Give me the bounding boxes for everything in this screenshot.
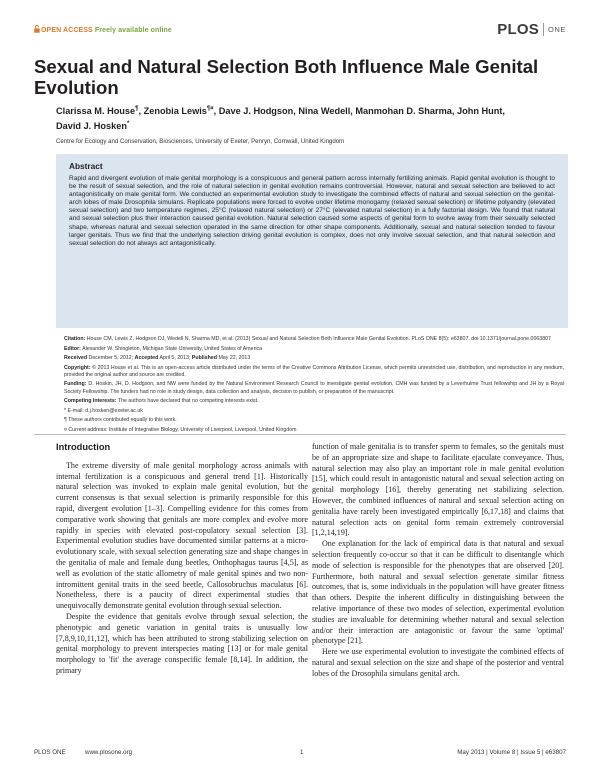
- journal-logo: [497, 21, 566, 38]
- open-access-label-2: ACCESS: [63, 27, 93, 34]
- body-column-left: [56, 442, 308, 677]
- abstract-heading: Abstract: [69, 161, 103, 171]
- corresponding-email: * E-mail: d.j.hosken@exeter.ac.uk: [64, 407, 143, 414]
- citation-label: Citation:: [64, 336, 86, 342]
- footer-journal: PLOS ONE: [34, 749, 66, 756]
- funding-label: Funding:: [64, 381, 87, 388]
- copyright-label: Copyright:: [64, 364, 91, 371]
- body-paragraph: One explanation for the lack of empirical data is that natural and sexual selection frequently co-occur so that it can be difficult to disentangle which mode of selection is responsible for the phenotypes that are observed [20]. Furthermore, both natural and sexual selection generate similar fitness outcomes, that is, some individuals in the population will have greater fitness than others. Despite the inherent difficulty in distinguishing between the relative importance of these two modes of selection, experimental evolution studies are invaluable for determining whether natural and sexual selection and/or their interaction are antagonistic or favour the same 'optimal' phenotype [21].: [312, 539, 564, 646]
- open-access-banner: [34, 25, 172, 35]
- author-name: Clarissa M. House: [56, 106, 136, 117]
- journal-section-label: ONE: [547, 25, 566, 34]
- page-number: 1: [300, 749, 304, 756]
- open-access-lock-icon: [34, 25, 40, 35]
- footer-url: www.plosone.org: [85, 749, 133, 756]
- equal-contribution-note: ¶ These authors contributed equally to this work.: [64, 417, 177, 424]
- received-label: Received: [64, 355, 88, 362]
- author-name: Manmohan D. Sharma: [355, 106, 452, 117]
- abstract-text: Rapid and divergent evolution of male genital morphology is a conspicuous and general pattern across internally fertilizing animals. Rapid genital evolution is thought to be the result of sexual selection, and the role of natural selection in genital evolution remains controversial. However, natural and sexual selection are believed to act antagonistically on male genital form. We conducted an experimental evolution study to investigate the combined effects of natural and sexual selection on the genital-arch lobes of male Drosophila simulans. Replicate populations were forced to evolve under lifetime monogamy (relaxed sexual selection) or lifetime polyandry (elevated sexual selection) and two temperature regimes, 25°C (relaxed natural selection) or 27°C (elevated natural selection) in a fully factorial design. We found that natural and sexual selection plus their interaction caused genital evolution. Natural selection caused some aspects of genital form to evolve away from their sexually selected shape, whereas natural and sexual selection operated in the same direction for other shape components. Additionally, sexual and natural selection tended to favour larger genitals. Thus we find that the underlying selection driving genital evolution is complex, does not only involve sexual selection, and that natural selection and sexual selection do not always act antagonistically.: [69, 175, 555, 247]
- copyright-text: © 2013 House et al. This is an open-access article distributed under the terms of the Creative Commons Attribution License, which permits unrestricted use, distribution, and reproduction in any medium, provided the original author and source are credited.: [64, 364, 564, 378]
- editor: [64, 346, 564, 353]
- page-footer: [34, 749, 566, 761]
- published-label: Published: [191, 355, 217, 362]
- copyright: [64, 365, 564, 379]
- editor-text: Alexander W. Shingleton, Michigan State University, United States of America: [82, 345, 263, 352]
- body-paragraph: The extreme diversity of male genital morphology across animals with internal fertilization is a conspicuous and general trend [1]. Historically natural selection was invoked to explain male genital evolution, but the current consensus is that sexual selection is primarily responsible for this rapid, divergent evolution [1–3]. Compelling evidence for this comes from comparative work showing that genitals are more complex and evolve more rapidly in species with elevated post-copulatory sexual selection [3]. Experimental evolution studies have documented similar patterns at a micro-evolutionary scale, with sexual selection generating size and shape changes in the genitalia of male and female dung beetles, Onthophagus taurus [4,5], as well as evolution of the static allometry of male genital spines and two non-intromittent genital traits in the seed beetle, Callosobruchus maculatus [6]. Nonetheless, there is a paucity of direct experimental studies that unequivocally demonstrate genital evolution through sexual selection.: [56, 460, 308, 611]
- author-name: Nina Wedell: [298, 106, 351, 117]
- competing-label: Competing Interests:: [64, 398, 117, 405]
- author-list: Clarissa M. House¶, Zenobia Lewis¶¤, Dave J. Hodgson, Nina Wedell, Manmohan D. Sharma, John Hunt, David J. Hosken*: [56, 106, 505, 131]
- author-mark: *: [126, 120, 130, 127]
- section-divider: [34, 434, 566, 435]
- intro-heading: Introduction: [56, 442, 111, 452]
- plos-wordmark: PLOS: [497, 21, 539, 38]
- editor-label: Editor:: [64, 345, 81, 352]
- author-name: David J. Hosken: [56, 120, 127, 131]
- current-address-note: ¤ Current address: Institute of Integrative Biology, University of Liverpool, Liverpool, United Kingdom: [64, 426, 297, 433]
- author-name: John Hunt: [457, 106, 503, 117]
- author-mark: ¶¤: [206, 106, 214, 112]
- author-name: Zenobia Lewis: [143, 106, 207, 117]
- dates: [64, 355, 564, 362]
- citation: [64, 336, 564, 343]
- logo-divider: [543, 23, 544, 36]
- body-column-right: [312, 442, 564, 680]
- open-access-label: OPEN: [41, 27, 62, 34]
- accepted-date: April 5, 2013;: [159, 355, 191, 362]
- funding-text: D. Hoskin, JH, D. Hodgson, and NW were funded by the Natural Environment Research Council to investigate genital evolution, CMH was funded by a Leverhulme Trust fellowship and JH by a Royal Society Fellowship. The funders had no role in study design, data collection and analysis, decision to publish, or preparation of the manuscript.: [64, 381, 565, 395]
- footer-issue: May 2013 | Volume 8 | Issue 5 | e63807: [457, 749, 566, 756]
- author-name: Dave J. Hodgson: [218, 106, 294, 117]
- accepted-label: Accepted: [134, 355, 159, 362]
- competing-interests: [64, 398, 564, 405]
- body-paragraph: Despite the evidence that genitals evolve through sexual selection, the phenotypic and genetic variation in genital traits is unusually low [7,8,9,10,11,12], which has been attributed to strong stabilizing selection on genital morphology to prevent interspecies mating [13] or for male genital morphology to 'fit' the average conspecific female [8,14]. In addition, the primary: [56, 611, 308, 675]
- article-metadata: [64, 336, 564, 437]
- body-paragraph: function of male genitalia is to transfer sperm to females, so the genitals must be of an appropriate size and shape to facilitate ejaculate conveyance. Thus, natural selection may also play an important role in male genital evolution [15], which could result in antagonistic natural and sexual selection acting on genital morphology [16], thereby generating net stabilizing selection. However, the combined influences of natural and sexual selection acting on genitalia have rarely been investigated empirically [6,17,18] and claims that natural selection acts on genital form remain extremely controversial [1,2,14,19].: [312, 442, 564, 538]
- abstract-box: [56, 154, 568, 328]
- affiliation: Centre for Ecology and Conservation, Biosciences, University of Exeter, Penryn, Cornwall, United Kingdom: [56, 138, 345, 145]
- freely-available-label: Freely available online: [94, 27, 172, 34]
- funding: [64, 381, 564, 395]
- body-paragraph: Here we use experimental evolution to investigate the combined effects of natural and sexual selection on the size and shape of the posterior and ventral lobes of the Drosophila simulans genital arch.: [312, 647, 564, 678]
- journal-header: [34, 21, 566, 38]
- author-mark: ¶: [135, 106, 139, 112]
- competing-text: The authors have declared that no competing interests exist.: [117, 398, 259, 405]
- citation-text: House CM, Lewis Z, Hodgson DJ, Wedell N, Sharma MD, et al. (2013) Sexual and Natural Selection Both Influence Male Genital Evolution. PLoS ONE 8(5): e63807. doi:10.1371/journal.pone.0063807: [86, 336, 551, 342]
- article-title: Sexual and Natural Selection Both Influence Male Genital Evolution: [34, 56, 539, 98]
- received-date: December 5, 2012;: [88, 355, 134, 362]
- published-date: May 22, 2013: [218, 355, 251, 362]
